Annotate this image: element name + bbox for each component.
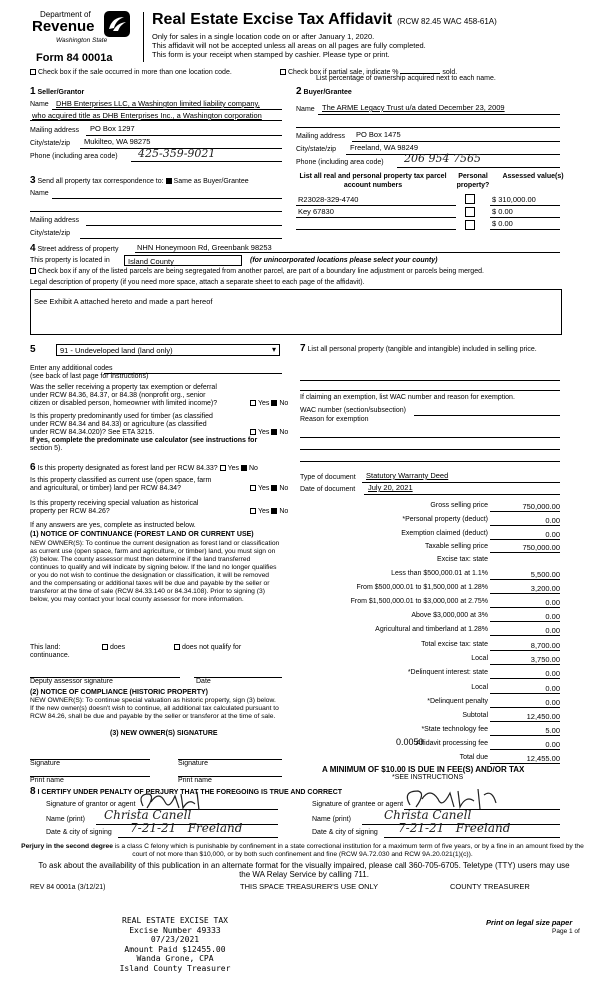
tax-row-label: Total due	[459, 754, 488, 761]
partial-sold: sold.	[442, 69, 458, 76]
multi-location-check	[30, 69, 232, 76]
s6-q1-no-checkbox[interactable]	[241, 465, 247, 471]
see-back-label: (see back of last page for instructions)	[30, 373, 149, 380]
grantor-date-value[interactable]: 7-21-21 Freeland	[130, 821, 243, 835]
tax-row	[305, 712, 560, 723]
tax-row-value[interactable]: 0.00	[490, 698, 560, 708]
s7-reason-line-2[interactable]	[300, 440, 560, 450]
seller-name-value2[interactable]: who acquired title as DHB Enterprises Inc., a Washington corporation	[32, 111, 262, 120]
property-use-select[interactable]	[56, 344, 280, 356]
legal-description-text: See Exhibit A attached hereto and made a part hereof	[34, 297, 213, 306]
s6-q3-answer	[250, 508, 288, 515]
s6-n1-body: NEW OWNER(S): To continue the current designation as forest land or classification as current use (open space, farm and agriculture, or timber) land, you must sign on (3) below. The county assessor must then determine if the land transferred continues to qualify and will indicate by signing below. If the land no longer qualifies or you do not wish to continue the designation or classification, it will be removed and the compensating or additional taxes will be due and payable by the seller or transferor at the time of sale (RCW 84.33.140 or 84.34.108). Prior to signing (3) below, you may contact your local county assessor for more information.	[30, 540, 280, 603]
grantee-date-label: Date & city of signing	[312, 829, 378, 836]
s6-q2-yes: Yes	[258, 485, 270, 492]
tax-row	[305, 502, 560, 513]
s5-q1-no-checkbox[interactable]	[271, 400, 277, 406]
s7-reason-line-3[interactable]	[300, 452, 560, 462]
tax-row-value[interactable]: 750,000.00	[490, 502, 560, 512]
seller-city-value[interactable]: Mukilteo, WA 98275	[84, 137, 151, 146]
owner-print-label-1: Print name	[30, 777, 64, 784]
stamp-line-6: Island County Treasurer	[119, 963, 231, 973]
buyer-city-label: City/state/zip	[296, 146, 337, 153]
s5-q2-no-checkbox[interactable]	[271, 429, 277, 435]
page-number: Page 1 of	[552, 928, 580, 935]
certify-text: I CERTIFY UNDER PENALTY OF PERJURY THAT THE FOREGOING IS TRUE AND CORRECT	[37, 789, 343, 796]
tax-row-label: *Delinquent penalty	[427, 698, 488, 705]
buyer-phone-value[interactable]: 206 954 7565	[404, 152, 481, 165]
s5-q2a: Is this property predominantly used for timber (as classified	[30, 413, 213, 420]
s6-q3a: Is this property receiving special valuation as historical	[30, 500, 199, 507]
tax-row	[305, 570, 560, 581]
s6-q2b: and agricultural, or timber) land per RCW 84.34?	[30, 485, 181, 492]
buyer-heading: 2 Buyer/Grantee	[296, 86, 352, 97]
s7-reason-label: Reason for exemption	[300, 416, 369, 423]
county-select[interactable]	[124, 255, 242, 266]
tax-row-label: *Personal property (deduct)	[402, 516, 488, 523]
tax-row-label: Exemption claimed (deduct)	[401, 530, 488, 537]
buyer-mail-label: Mailing address	[296, 133, 346, 140]
seller-city-label: City/state/zip	[30, 140, 71, 147]
header-divider	[143, 12, 144, 62]
s7-wac-label: WAC number (section/subsection)	[300, 407, 406, 414]
seller-heading: 1 Seller/Grantor	[30, 86, 85, 97]
tax-row-value[interactable]: 3,750.00	[490, 655, 560, 665]
doc-type-value[interactable]: Statutory Warranty Deed	[366, 471, 449, 480]
multi-location-checkbox[interactable]	[30, 69, 36, 75]
s7-exempt: If claiming an exemption, list WAC number and reason for exemption.	[300, 394, 515, 401]
segregated-label: Check box if any of the listed parcels are being segregated from another parcel, are part of a boundary line adjustment or parcels being merged.	[38, 268, 484, 275]
legal-description-box[interactable]	[30, 289, 562, 335]
header-sub1: Only for sales in a single location code on or after January 1, 2020.	[152, 32, 375, 41]
parcel-row-1-number[interactable]: R23028-329-4740	[298, 195, 359, 204]
parcel-row-3-line	[296, 220, 456, 230]
tax-row-value[interactable]: 12,450.00	[490, 712, 560, 722]
owner-sig-line-2[interactable]	[178, 750, 282, 760]
doc-type-label: Type of document	[300, 474, 356, 481]
tax-row-value[interactable]: 0.00	[490, 626, 560, 636]
grantee-sig-label: Signature of grantee or agent	[312, 801, 404, 808]
grantor-name-value[interactable]: Christa Canell	[104, 808, 192, 822]
tax-row-label: Excise tax: state	[437, 556, 488, 563]
section3-city-line	[80, 229, 282, 239]
parcel-row-1-value[interactable]: $ 310,000.00	[492, 195, 536, 204]
tax-row-label: Total excise tax: state	[421, 641, 488, 648]
partial-sale-checkbox[interactable]	[280, 69, 286, 75]
section5-number: 5	[30, 344, 36, 355]
s5-q2-yes: Yes	[258, 429, 270, 436]
s5-q2c: under RCW 84.34.020)? See ETA 3215.	[30, 429, 155, 436]
s7-wac-line[interactable]	[414, 406, 560, 416]
tax-row-label: Local	[471, 655, 488, 662]
seller-mail-label: Mailing address	[30, 127, 80, 134]
tax-row-value[interactable]: 750,000.00	[490, 543, 560, 553]
segregated-checkbox[interactable]	[30, 268, 36, 274]
s6-q2-no: No	[279, 485, 289, 492]
property-use-value: 91 - Undeveloped land (land only)	[60, 346, 173, 355]
tax-row	[305, 754, 560, 765]
segregated-check	[30, 268, 484, 275]
s6-n2-body: NEW OWNER(S): To continue special valuation as historic property, sign (3) below. If the new owner(s) doesn't wish to continue, all additional tax calculated pursuant to RCW 84.26, shall be due and payable by the seller or transferor at the time of sale.	[30, 697, 279, 720]
s6-n1-head: (1) NOTICE OF CONTINUANCE (FOREST LAND OR CURRENT USE)	[30, 531, 254, 538]
minimum-notice: A MINIMUM OF $10.00 IS DUE IN FEE(S) AND/OR TAX	[322, 765, 525, 774]
tax-row	[305, 669, 560, 680]
does-not-checkbox[interactable]	[174, 644, 180, 650]
perjury-notice	[20, 843, 585, 859]
s6-q2-no-checkbox[interactable]	[271, 485, 277, 491]
grantor-date-label: Date & city of signing	[46, 829, 112, 836]
perjury-text: is a class C felony which is punishable by confinement in a state correctional institution for a maximum term of five years, or by a fine in an amount fixed by the court of not more than $10,000, or by both such confinement and fine (RCW 9A.72.030 and RCW 9A.20.021(1)(c)).	[114, 843, 584, 858]
s6-q1-text: Is this property designated as forest land per RCW 84.33?	[37, 465, 218, 472]
alt-format-notice: To ask about the availability of this publication in an alternate format for the visually impaired, please call 360-705-6705. Teletype (TTY) users may use the WA Relay Service by calling 711.	[38, 861, 570, 879]
s6-n3-head: (3) NEW OWNER(S) SIGNATURE	[110, 730, 218, 737]
tax-row	[305, 543, 560, 554]
section3-heading: 3 Send all property tax correspondence to: Same as Buyer/Grantee	[30, 175, 249, 186]
grantor-sig-label: Signature of grantor or agent	[46, 801, 136, 808]
logo-state: Washington State	[56, 37, 108, 44]
stamp-line-1: REAL ESTATE EXCISE TAX	[122, 916, 228, 925]
tax-row-label: Agricultural and timberland at 1.28%	[375, 626, 488, 633]
revenue-swoosh-icon	[104, 11, 130, 37]
stamp-line-4: Amount Paid $12455.00	[124, 944, 226, 954]
tax-row	[305, 612, 560, 623]
parcel-header-personal: Personal property?	[456, 173, 490, 189]
s5-q2-no: No	[279, 429, 289, 436]
list-pct-note: List percentage of ownership acquired next to each name.	[316, 75, 496, 82]
s5-q1c: citizen or disabled person, homeowner with limited income)?	[30, 400, 218, 407]
tax-row-value[interactable]: 12,455.00	[490, 754, 560, 764]
s5-q2d: If yes, complete the predominate use calculator (see instructions for	[30, 437, 258, 444]
s6-q3b: property per RCW 84.26?	[30, 508, 110, 515]
grantee-name-label: Name (print)	[312, 816, 351, 823]
tax-row	[305, 598, 560, 609]
county-value: Island County	[128, 257, 174, 266]
s6-q1: 6 Is this property designated as forest land per RCW 84.33? Yes No	[30, 462, 258, 473]
owner-sig-label-1: Signature	[30, 760, 60, 767]
buyer-name-label: Name	[296, 106, 315, 113]
s7-line-1[interactable]	[300, 371, 560, 381]
form-title	[152, 11, 497, 29]
seller-phone-value[interactable]: 425-359-9021	[138, 147, 216, 160]
section7-text: 7 List all personal property (tangible and intangible) included in selling price.	[300, 343, 537, 354]
section3-mail-line	[86, 216, 282, 226]
does-checkbox[interactable]	[102, 644, 108, 650]
section7-label: List all personal property (tangible and intangible) included in selling price.	[307, 346, 537, 353]
tax-row-label: *Delinquent interest: state	[407, 669, 488, 676]
owner-print-line-2[interactable]	[178, 767, 282, 777]
tax-row-value[interactable]: 0.00	[490, 612, 560, 622]
seller-phone-label: Phone (including area code)	[30, 153, 118, 160]
s6-q1-yes-checkbox[interactable]	[220, 465, 226, 471]
same-as-buyer-checkbox[interactable]	[166, 178, 172, 184]
parcel-header-assessed: Assessed value(s)	[502, 173, 564, 180]
s5-q1-answer	[250, 400, 288, 407]
buyer-heading-text: Buyer/Grantee	[303, 89, 352, 96]
s5-q2-answer	[250, 429, 288, 436]
tax-row	[305, 655, 560, 666]
enter-codes-label: Enter any additional codes	[30, 365, 113, 372]
tax-row-value[interactable]: 0.00	[490, 516, 560, 526]
s5-q1-yes: Yes	[258, 400, 270, 407]
tax-row	[305, 698, 560, 709]
buyer-city-value[interactable]: Freeland, WA 98249	[350, 143, 419, 152]
tax-row	[305, 584, 560, 595]
partial-sale-label: Check box if partial sale, indicate %	[288, 69, 399, 76]
tax-row-label: *State technology fee	[421, 726, 488, 733]
s6-q2-yes-checkbox[interactable]	[250, 485, 256, 491]
form-title-text: Real Estate Excise Tax Affidavit	[152, 11, 393, 28]
s6-n2-head: (2) NOTICE OF COMPLIANCE (HISTORIC PROPERTY)	[30, 689, 208, 696]
chevron-down-icon: ▾	[271, 345, 276, 354]
county-treasurer: COUNTY TREASURER	[450, 882, 530, 891]
see-instructions: *SEE INSTRUCTIONS	[392, 774, 464, 781]
s6-q3-yes-checkbox[interactable]	[250, 508, 256, 514]
section3-name-line1	[52, 189, 282, 199]
owner-print-label-2: Print name	[178, 777, 212, 784]
stamp-line-5: Wanda Grone, CPA	[136, 954, 214, 963]
street-label: Street address of property	[37, 246, 119, 253]
section3-text: Send all property tax correspondence to:	[37, 178, 164, 185]
s5-q1b: under RCW 84.36, 84.37, or 84.38 (nonprofit org., senior	[30, 392, 206, 399]
does-check	[102, 644, 125, 651]
certify-line: 8 I CERTIFY UNDER PENALTY OF PERJURY THAT THE FOREGOING IS TRUE AND CORRECT	[30, 786, 343, 797]
section4-street: 4 Street address of property	[30, 243, 119, 254]
stamp-line-3: 07/23/2021	[150, 935, 200, 944]
revenue-logo	[32, 10, 132, 50]
parcel-header-numbers: List all real and personal property tax parcel account numbers	[299, 173, 447, 189]
owner-print-line-1[interactable]	[30, 767, 150, 777]
parcel-row-3-personal-checkbox[interactable]	[465, 220, 475, 230]
s6-q1-no: No	[249, 465, 258, 472]
local-rate: 0.0050	[396, 737, 424, 747]
logo-dept: Department of	[40, 10, 91, 19]
s7-reason-line-1[interactable]	[300, 428, 560, 438]
seller-name-value1[interactable]: DHB Enterprises LLC, a Washington limited liability company,	[56, 99, 260, 108]
tax-row-label: From $1,500,000.01 to $3,000,000 at 2.75%	[350, 598, 488, 605]
s5-q1-no: No	[279, 400, 289, 407]
street-value[interactable]: NHN Honeymoon Rd, Greenbank 98253	[137, 243, 272, 252]
tax-row-label: Local	[471, 684, 488, 691]
buyer-phone-label: Phone (including area code)	[296, 159, 384, 166]
s5-q1a: Was the seller receiving a property tax exemption or deferral	[30, 384, 217, 391]
owner-sig-line-1[interactable]	[30, 750, 150, 760]
buyer-name-value[interactable]: The ARME Legacy Trust u/a dated December 23, 2009	[322, 103, 505, 112]
s6-q2-answer	[250, 485, 288, 492]
s6-if-any: If any answers are yes, complete as instructed below.	[30, 522, 196, 529]
deputy-sig-line[interactable]	[30, 668, 180, 678]
seller-name-label: Name	[30, 101, 49, 108]
tax-row	[305, 684, 560, 695]
deputy-date-label: Date	[196, 678, 211, 685]
tax-row	[305, 530, 560, 541]
tax-row-value[interactable]: 8,700.00	[490, 641, 560, 651]
tax-row-label: Above $3,000,000 at 3%	[411, 612, 488, 619]
s5-q1-yes-checkbox[interactable]	[250, 400, 256, 406]
deputy-label: Deputy assessor signature	[30, 678, 113, 685]
tax-row	[305, 556, 560, 567]
this-land-label: This land:	[30, 644, 61, 651]
grantee-name-value[interactable]: Christa Canell	[384, 808, 472, 822]
treasurer-use: THIS SPACE TREASURER'S USE ONLY	[240, 882, 379, 891]
unincorp-note: (for unincorporated locations please select your county)	[250, 257, 438, 264]
grantee-date-value[interactable]: 7-21-21 Freeland	[398, 821, 511, 835]
tax-row-label: Subtotal	[462, 712, 488, 719]
tax-row-value[interactable]: 0.00	[490, 740, 560, 750]
tax-row	[305, 626, 560, 637]
print-legal-note: Print on legal size paper	[486, 918, 573, 927]
s6-q3-yes: Yes	[258, 508, 270, 515]
s7-line-2[interactable]	[300, 381, 560, 391]
deputy-date-line[interactable]	[194, 668, 282, 678]
does-label: does	[110, 644, 126, 651]
s6-q2a: Is this property classified as current use (open space, farm	[30, 477, 212, 484]
multi-location-label: Check box if the sale occurred in more than one location code.	[38, 69, 232, 76]
s6-q3-no-checkbox[interactable]	[271, 508, 277, 514]
form-number: Form 84 0001a	[36, 52, 113, 64]
perjury-bold: Perjury in the second degree	[21, 843, 113, 850]
form-rcw: (RCW 82.45 WAC 458-61A)	[397, 17, 497, 26]
s6-q3-no: No	[279, 508, 289, 515]
section3-name-label: Name	[30, 190, 49, 197]
seller-mail-value[interactable]: PO Box 1297	[90, 124, 135, 133]
partial-pct-input[interactable]	[400, 66, 440, 74]
rev-number: REV 84 0001a (3/12/21)	[30, 884, 106, 891]
tax-row-value[interactable]: 0.00	[490, 530, 560, 540]
tax-row-value[interactable]: 3,200.00	[490, 584, 560, 594]
does-not-check	[174, 644, 241, 651]
section3-mail-label: Mailing address	[30, 217, 80, 224]
tax-row-label: Less than $500,000.01 at 1.1%	[391, 570, 488, 577]
located-label: This property is located in	[30, 257, 110, 264]
section3-name-line2	[30, 202, 282, 212]
doc-date-value[interactable]: July 20, 2021	[368, 483, 413, 492]
tax-row-label: From $500,000.01 to $1,500,000 at 1.28%	[356, 584, 488, 591]
tax-row-value[interactable]: 0.00	[490, 598, 560, 608]
parcel-row-1-personal-checkbox[interactable]	[465, 194, 475, 204]
tax-row	[305, 516, 560, 527]
parcel-row-2-value[interactable]: $ 0.00	[492, 207, 513, 216]
s6-q1-yes: Yes	[227, 465, 240, 472]
parcel-row-2-personal-checkbox[interactable]	[465, 207, 475, 217]
tax-row-value[interactable]: 5,500.00	[490, 570, 560, 580]
seller-heading-text: Seller/Grantor	[37, 89, 85, 96]
tax-row	[305, 740, 560, 751]
grantor-name-label: Name (print)	[46, 816, 85, 823]
tax-row-label: Affidavit processing fee	[415, 740, 488, 747]
logo-revenue: Revenue	[32, 18, 95, 35]
tax-row-value[interactable]: 0.00	[490, 669, 560, 679]
legal-label: Legal description of property (if you need more space, attach a separate sheet to each page of the affidavit).	[30, 279, 365, 286]
tax-row	[305, 641, 560, 652]
buyer-mail-value[interactable]: PO Box 1475	[356, 130, 401, 139]
section3-city-label: City/state/zip	[30, 230, 71, 237]
s5-q2b: under RCW 84.34 and 84.33) or agriculture (as classified	[30, 421, 207, 428]
tax-row-value[interactable]: 0.00	[490, 684, 560, 694]
tax-row-label: Gross selling price	[430, 502, 488, 509]
header-sub2: This affidavit will not be accepted unless all areas on all pages are fully completed.	[152, 41, 426, 50]
treasurer-stamp	[110, 916, 240, 973]
buyer-name-line2	[296, 118, 560, 128]
parcel-row-3-value[interactable]: $ 0.00	[492, 219, 513, 228]
parcel-row-2-number[interactable]: Key 67830	[298, 207, 334, 216]
s5-q2-yes-checkbox[interactable]	[250, 429, 256, 435]
header-sub3-text: This form is your receipt when stamped by cashier. Please type or print.	[152, 50, 390, 59]
tax-row-label: Taxable selling price	[424, 543, 488, 550]
tax-row	[305, 726, 560, 737]
header-sub3	[152, 50, 390, 59]
continuance-label: continuance.	[30, 652, 70, 659]
owner-sig-label-2: Signature	[178, 760, 208, 767]
does-not-label: does not qualify for	[182, 644, 242, 651]
tax-row-value[interactable]: 5.00	[490, 726, 560, 736]
s5-q2e: section 5).	[30, 445, 63, 452]
doc-date-label: Date of document	[300, 486, 356, 493]
same-as-buyer-label: Same as Buyer/Grantee	[173, 178, 249, 185]
stamp-line-2: Excise Number 49333	[129, 925, 221, 935]
